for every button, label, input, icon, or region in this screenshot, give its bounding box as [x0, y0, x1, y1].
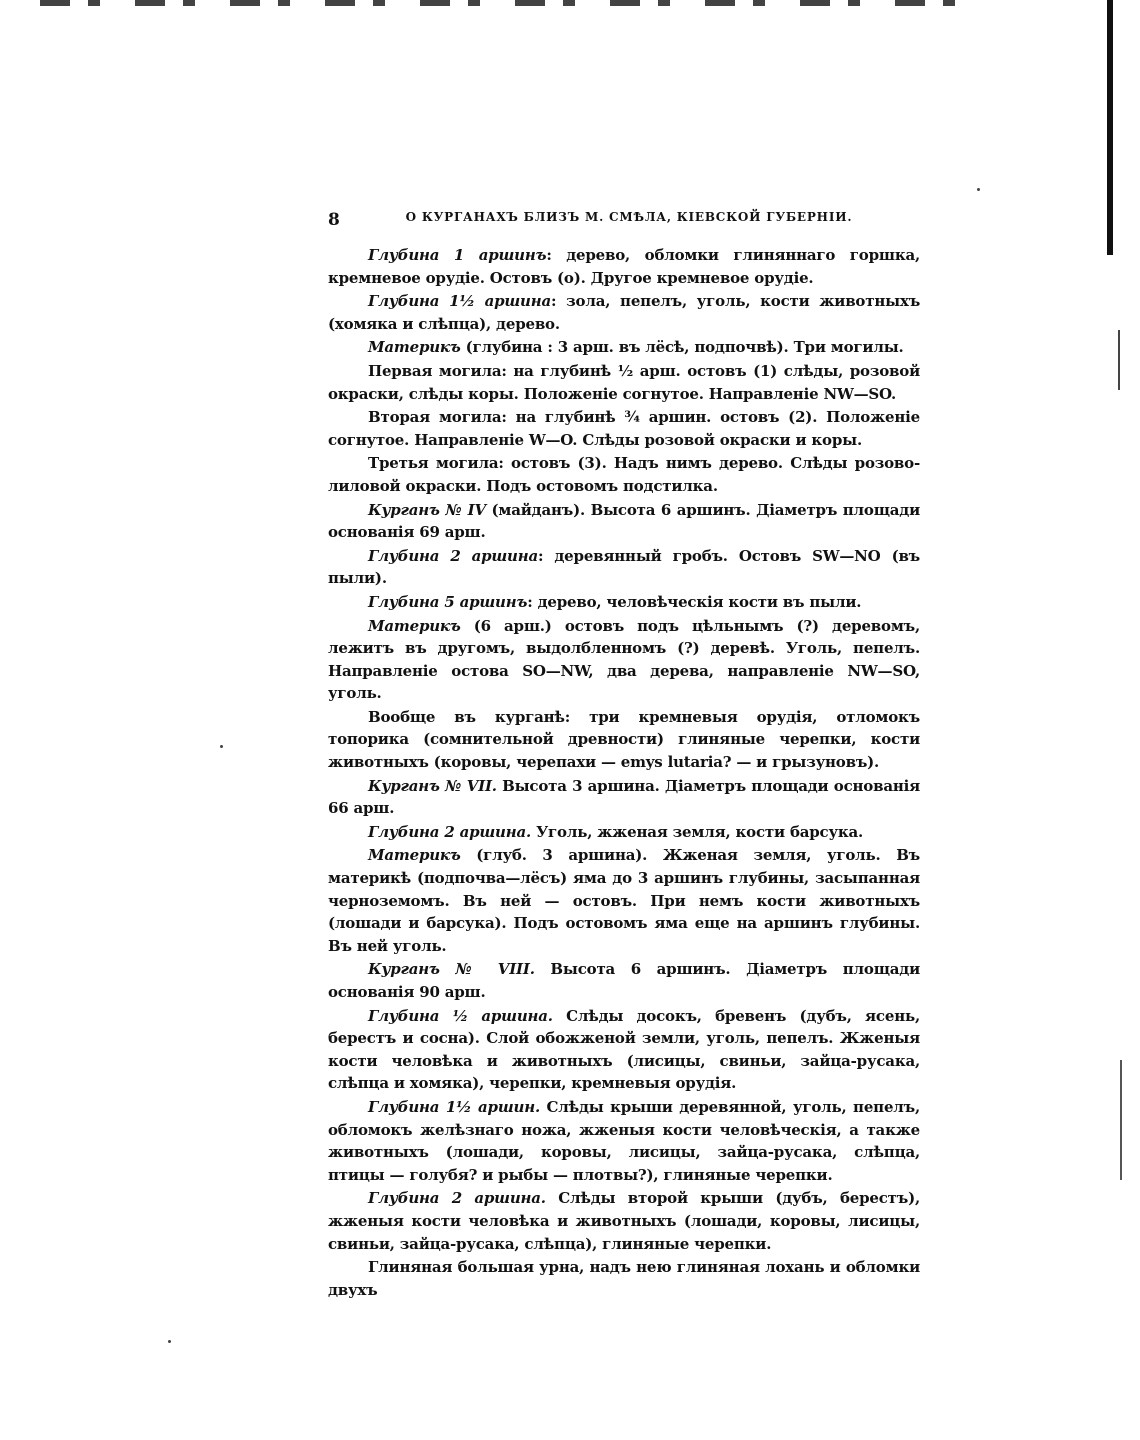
paragraph [328, 1005, 920, 1095]
page-number: 8 [328, 210, 340, 230]
paragraph-text: : дерево, обломки глиняннаго горшка, кремневое орудіе. Остовъ (о). Другое кремневое орудіе. [328, 246, 920, 287]
paragraph-lead: Глубина 1 аршинъ [368, 246, 547, 264]
paragraph-text: Вообще въ курганѣ: три кремневыя орудія, отломокъ топорика (сомнительной древности) глиняные черепки, кости животныхъ (коровы, черепахи — emys lutaria? — и грызуновъ). [328, 707, 920, 772]
paragraph [328, 545, 920, 590]
paragraph-lead: Глубина 2 аршина [368, 546, 539, 565]
paragraph-lead: Курганъ № VII. [368, 776, 497, 795]
paragraph [328, 958, 920, 1003]
paragraph-lead: Материкъ [368, 616, 461, 635]
paragraph-text: (майданъ). Высота 6 аршинъ. Діаметръ площади основанія 69 арш. [328, 500, 920, 542]
scan-top-edge-artifact [40, 0, 970, 6]
paragraph-text: Слѣды досокъ, бревенъ (дубъ, ясень, берестъ и сосна). Слой обожженой земли, уголь, пепелъ. Жженыя кости человѣка и животныхъ (лисицы, свиньи, зайца-русака, слѣпца и хомяка), черепки, кремневыя орудія. [328, 1006, 920, 1093]
paragraph-text: Третья могила: остовъ (3). Надъ нимъ дерево. Слѣды розово-лиловой окраски. Подъ остовомъ подстилка. [328, 454, 920, 495]
paragraph-text: Высота 6 аршинъ. Діаметръ площади основанія 90 арш. [328, 960, 920, 1001]
paragraph [328, 706, 920, 774]
scan-speck [220, 745, 223, 748]
paragraph-text: Первая могила: на глубинѣ ½ арш. остовъ (1) слѣды, розовой окраски, слѣды коры. Положеніе согнутое. Направленіе NW—SO. [328, 361, 920, 403]
paragraph-text: Слѣды крыши деревянной, уголь, пепелъ, обломокъ желѣзнаго ножа, жженыя кости человѣческія, а также животныхъ (лошади, коровы, лисицы, зайца-русака, слѣпца, птицы — голубя? и рыбы — плотвы?), глиняные черепки. [328, 1097, 920, 1184]
paragraph [328, 406, 920, 451]
paragraph-lead: Глубина 1½ аршина [368, 292, 552, 311]
paragraph [328, 1096, 920, 1186]
paragraph-text: Уголь, жженая земля, кости барсука. [531, 822, 864, 841]
paragraph-lead: Глубина 2 аршина. [368, 1189, 546, 1208]
paragraph-lead: Курганъ № VIII. [368, 960, 535, 979]
scan-speck [977, 188, 980, 191]
paragraph-lead: Глубина 1½ аршин. [368, 1097, 540, 1116]
paragraph [328, 452, 920, 497]
running-title: О КУРГАНАХЪ БЛИЗЪ М. СМѢЛА, КІЕВСКОЙ ГУБЕРНІИ. [405, 210, 853, 224]
scan-right-edge-mark [1118, 330, 1120, 390]
paragraph-lead: Материкъ [368, 846, 461, 865]
paragraph [328, 591, 920, 614]
scan-speck [168, 1340, 171, 1343]
paragraph-lead: Глубина 5 аршинъ [368, 592, 528, 611]
book-page [328, 210, 920, 1302]
paragraph [328, 290, 920, 335]
paragraph-text: (6 арш.) остовъ подъ цѣльнымъ (?) деревомъ, лежитъ въ другомъ, выдолбленномъ (?) деревѣ. Уголь, пепелъ. Направленіе остова SO—NW, два дерева, направленіе NW—SO, уголь. [328, 616, 920, 703]
paragraph [328, 1256, 920, 1301]
scan-right-edge-shadow [1107, 0, 1113, 255]
paragraph [328, 244, 920, 289]
paragraph [328, 1187, 920, 1255]
running-head [328, 210, 920, 234]
paragraph-text: Слѣды второй крыши (дубъ, берестъ), жженыя кости человѣка и животныхъ (лошади, коровы, лисицы, свиньи, зайца-русака, слѣпца), глиняные черепки. [328, 1189, 920, 1253]
paragraph-lead: Материкъ [368, 338, 461, 357]
paragraph-text: : зола, пепелъ, уголь, кости животныхъ (хомяка и слѣпца), дерево. [328, 292, 920, 333]
paragraph-lead: Глубина 2 аршина. [368, 822, 532, 841]
paragraph-text: : дерево, человѣческія кости въ пыли. [527, 592, 862, 611]
paragraph-text: : деревянный гробъ. Остовъ SW—NO (въ пыли). [328, 546, 920, 588]
body-text [328, 244, 920, 1301]
paragraph [328, 844, 920, 957]
paragraph [328, 821, 920, 844]
paragraph-lead: Глубина ½ аршина. [368, 1006, 553, 1025]
paragraph [328, 615, 920, 705]
paragraph [328, 499, 920, 544]
paragraph-text: (глуб. 3 аршина). Жженая земля, уголь. Въ материкѣ (подпочва—лёсъ) яма до 3 аршинъ глубины, засыпанная черноземомъ. Въ ней — остовъ. При немъ кости животныхъ (лошади и барсука). Подъ остовомъ яма еще на аршинъ глубины. Въ ней уголь. [328, 846, 920, 955]
paragraph [328, 336, 920, 359]
paragraph-text: (глубина : 3 арш. въ лёсѣ, подпочвѣ). Три могилы. [460, 338, 904, 357]
paragraph [328, 360, 920, 405]
paragraph-lead: Курганъ № IV [368, 500, 486, 519]
paragraph-text: Высота 3 аршина. Діаметръ площади основанія 66 арш. [328, 776, 921, 818]
paragraph-text: Вторая могила: на глубинѣ ¾ аршин. остовъ (2). Положеніе согнутое. Направленіе W—O. Слѣды розовой окраски и коры. [328, 408, 920, 449]
scan-right-edge-mark-lower [1120, 1060, 1122, 1180]
paragraph [328, 775, 920, 820]
paragraph-text: Глиняная большая урна, надъ нею глиняная лохань и обломки двухъ [328, 1258, 920, 1299]
